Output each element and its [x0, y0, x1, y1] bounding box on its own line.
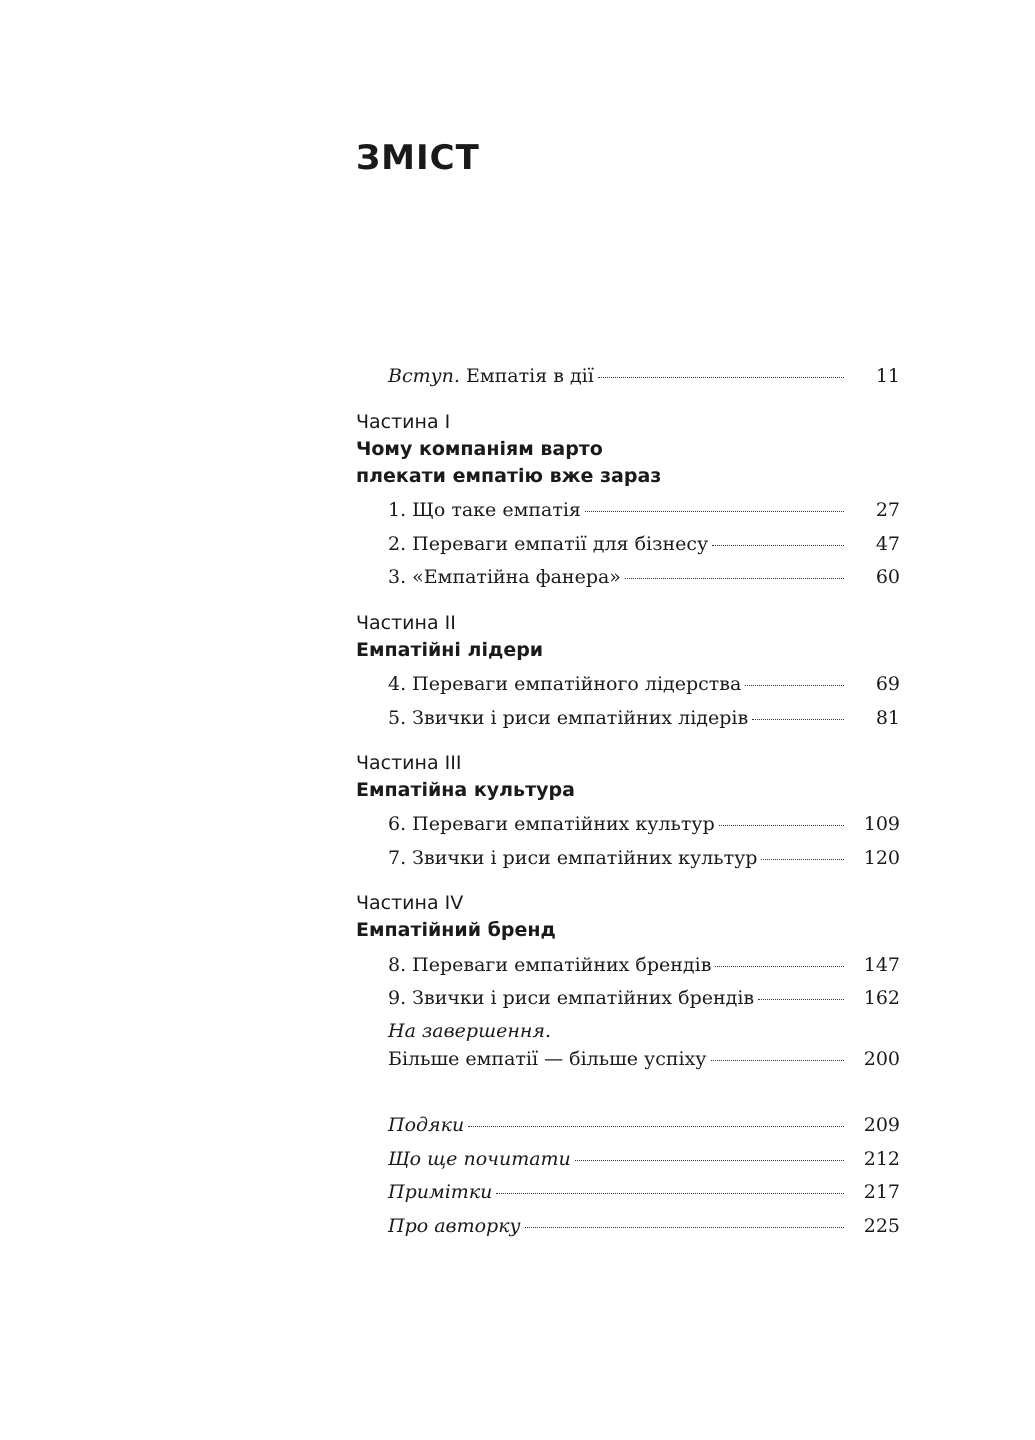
page-number: 147 [863, 954, 900, 976]
dot-leader [625, 568, 844, 579]
page-number: 81 [875, 707, 900, 729]
conclusion-heading: На завершення. [388, 1020, 551, 1042]
page-number: 212 [863, 1148, 900, 1170]
toc-entry-text: Примітки [388, 1181, 493, 1203]
page-number: 11 [875, 365, 900, 387]
part-label: Частина III [356, 752, 462, 774]
toc-entry-text: 7. Звички і риси емпатійних культур [388, 847, 758, 869]
toc-entry-text: 6. Переваги емпатійних культур [388, 813, 715, 835]
toc-entry-text: 5. Звички і риси емпатійних лідерів [388, 707, 749, 729]
part-label: Частина II [356, 612, 456, 634]
dot-leader [575, 1150, 844, 1161]
page-number: 60 [875, 566, 900, 588]
part-title: Емпатійна культура [356, 779, 575, 801]
dot-leader [585, 501, 844, 512]
toc-entry-text: Вступ. Емпатія в дії [388, 365, 594, 387]
toc-entry-chapter[interactable] [388, 983, 900, 1013]
dot-leader [598, 367, 844, 378]
part-title: Емпатійний бренд [356, 919, 556, 941]
toc-entry-backmatter[interactable] [388, 1110, 900, 1140]
dot-leader [715, 956, 844, 967]
toc-entry-text: Більше емпатії — більше успіху [388, 1048, 707, 1070]
dot-leader [761, 849, 844, 860]
toc-entry-chapter[interactable] [388, 529, 900, 559]
part-label: Частина IV [356, 892, 464, 914]
dot-leader [525, 1217, 844, 1228]
toc-entry-text: 8. Переваги емпатійних брендів [388, 954, 712, 976]
page-number: 109 [863, 813, 900, 835]
toc-entry-backmatter[interactable] [388, 1211, 900, 1241]
dot-leader [719, 815, 844, 826]
toc-entry-text: Подяки [388, 1114, 465, 1136]
toc-entry-conclusion[interactable] [388, 1044, 900, 1074]
toc-entry-text: 9. Звички і риси емпатійних брендів [388, 987, 755, 1009]
toc-entry-chapter[interactable] [388, 703, 900, 733]
toc-entry-text: 2. Переваги емпатії для бізнесу [388, 533, 709, 555]
toc-entry-text: 4. Переваги емпатійного лідерства [388, 673, 742, 695]
part-label: Частина I [356, 411, 451, 433]
toc-entry-text: Що ще почитати [388, 1148, 571, 1170]
page-number: 162 [863, 987, 900, 1009]
toc-entry-chapter[interactable] [388, 669, 900, 699]
toc-entry-chapter[interactable] [388, 562, 900, 592]
page-number: 200 [863, 1048, 900, 1070]
toc-entry-text: 1. Що таке емпатія [388, 499, 581, 521]
dot-leader [752, 709, 844, 720]
page-title: ЗМІСТ [356, 138, 480, 178]
page-number: 209 [863, 1114, 900, 1136]
dot-leader [711, 1050, 845, 1061]
dot-leader [758, 989, 844, 1000]
toc-entry-backmatter[interactable] [388, 1144, 900, 1174]
toc-entry-text: 3. «Емпатійна фанера» [388, 566, 621, 588]
dot-leader [496, 1183, 844, 1194]
toc-entry-chapter[interactable] [388, 495, 900, 525]
dot-leader [712, 535, 844, 546]
part-title: плекати емпатію вже зараз [356, 465, 662, 487]
toc-entry-chapter[interactable] [388, 843, 900, 873]
part-title: Емпатійні лідери [356, 639, 544, 661]
toc-entry-intro[interactable] [388, 361, 900, 391]
page-number: 120 [863, 847, 900, 869]
toc-entry-text: Про авторку [388, 1215, 521, 1237]
dot-leader [468, 1116, 844, 1127]
page-number: 27 [875, 499, 900, 521]
page-number: 47 [875, 533, 900, 555]
toc-entry-chapter[interactable] [388, 809, 900, 839]
page-number: 69 [875, 673, 900, 695]
dot-leader [745, 675, 844, 686]
page-number: 225 [863, 1215, 900, 1237]
toc-entry-backmatter[interactable] [388, 1177, 900, 1207]
page-number: 217 [863, 1181, 900, 1203]
part-title: Чому компаніям варто [356, 438, 603, 460]
toc-entry-chapter[interactable] [388, 950, 900, 980]
